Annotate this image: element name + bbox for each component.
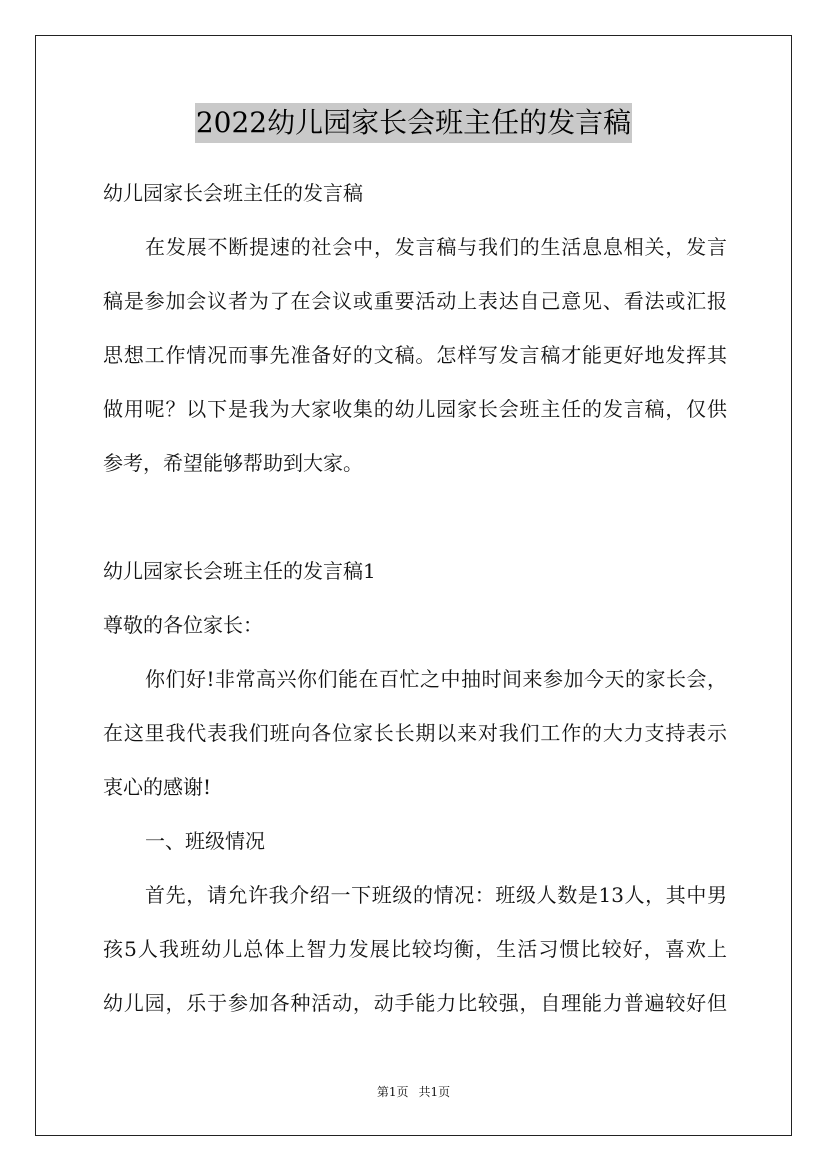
body-line: 在发展不断提速的社会中，发言稿与我们的生活息息相关，发言: [145, 235, 727, 259]
subtitle-line: 幼儿园家长会班主任的发言稿: [103, 181, 363, 205]
salutation-line: 尊敬的各位家长：: [103, 613, 263, 637]
section-heading: 幼儿园家长会班主任的发言稿1: [103, 559, 376, 583]
body-line: 思想工作情况而事先准备好的文稿。怎样写发言稿才能更好地发挥其: [103, 343, 727, 367]
body-line: 做用呢？以下是我为大家收集的幼儿园家长会班主任的发言稿，仅供: [103, 397, 727, 421]
body-line: 你们好!非常高兴你们能在百忙之中抽时间来参加今天的家长会，: [145, 667, 727, 691]
body-line: 孩5人我班幼儿总体上智力发展比较均衡，生活习惯比较好，喜欢上: [103, 937, 727, 961]
body-line: 稿是参加会议者为了在会议或重要活动上表达自己意见、看法或汇报: [103, 289, 727, 313]
body-line: 参考，希望能够帮助到大家。: [103, 451, 363, 475]
total-pages-label: 共1页: [418, 1085, 451, 1099]
subsection-heading: 一、班级情况: [145, 829, 265, 853]
page-footer: [0, 1082, 827, 1102]
body-line: 幼儿园，乐于参加各种活动，动手能力比较强，自理能力普遍较好但: [103, 991, 727, 1015]
body-line: 在这里我代表我们班向各位家长长期以来对我们工作的大力支持表示: [103, 721, 727, 745]
title-container: [0, 103, 827, 143]
current-page-label: 第1页: [376, 1085, 409, 1099]
body-line: 首先，请允许我介绍一下班级的情况：班级人数是13人，其中男: [145, 883, 727, 907]
body-line: 衷心的感谢!: [103, 775, 212, 799]
document-title: 2022幼儿园家长会班主任的发言稿: [195, 103, 632, 143]
